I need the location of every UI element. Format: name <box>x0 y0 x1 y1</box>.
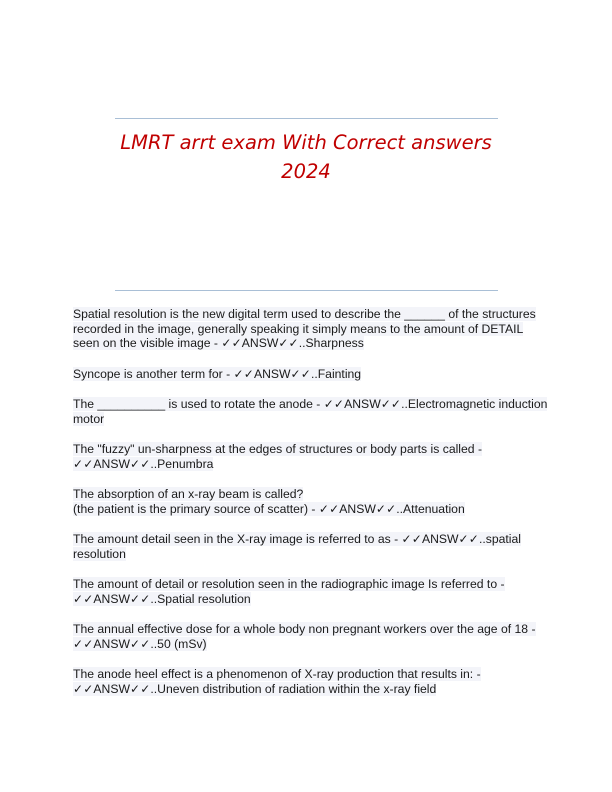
qa-item: The absorption of an x-ray beam is called? (the patient is the primary source of scatter) - ✓✓ANSW✓✓..Attenuation <box>73 487 465 516</box>
qa-item: The __________ is used to rotate the anode - ✓✓ANSW✓✓..Electromagnetic induction motor <box>73 397 548 426</box>
qa-item: The amount of detail or resolution seen in the radiographic image Is referred to - ✓✓ANSW✓✓..Spatial resolution <box>73 577 505 606</box>
qa-item: Spatial resolution is the new digital term used to describe the ______ of the structures recorded in the image, generally speaking it simply means to the amount of DETAIL seen on the visible image - ✓✓ANSW✓✓..Sharpness <box>73 307 536 350</box>
top-divider <box>115 118 498 119</box>
bottom-divider <box>115 290 498 291</box>
qa-item: The anode heel effect is a phenomenon of X-ray production that results in: - ✓✓ANSW✓✓..Uneven distribution of radiation within the x-ray field <box>73 667 481 696</box>
qa-item: The "fuzzy" un-sharpness at the edges of structures or body parts is called - ✓✓ANSW✓✓..Penumbra <box>73 442 483 471</box>
qa-item: The amount detail seen in the X-ray image is referred to as - ✓✓ANSW✓✓..spatial resolution <box>73 532 521 561</box>
qa-item: Syncope is another term for - ✓✓ANSW✓✓..Fainting <box>73 366 362 381</box>
document-title <box>100 128 512 186</box>
question-answer-list <box>73 307 548 712</box>
qa-item: The annual effective dose for a whole body non pregnant workers over the age of 18 - ✓✓ANSW✓✓..50 (mSv) <box>73 622 536 651</box>
title-line-1: LMRT arrt exam With Correct answers <box>120 131 492 154</box>
title-line-2: 2024 <box>281 160 331 183</box>
